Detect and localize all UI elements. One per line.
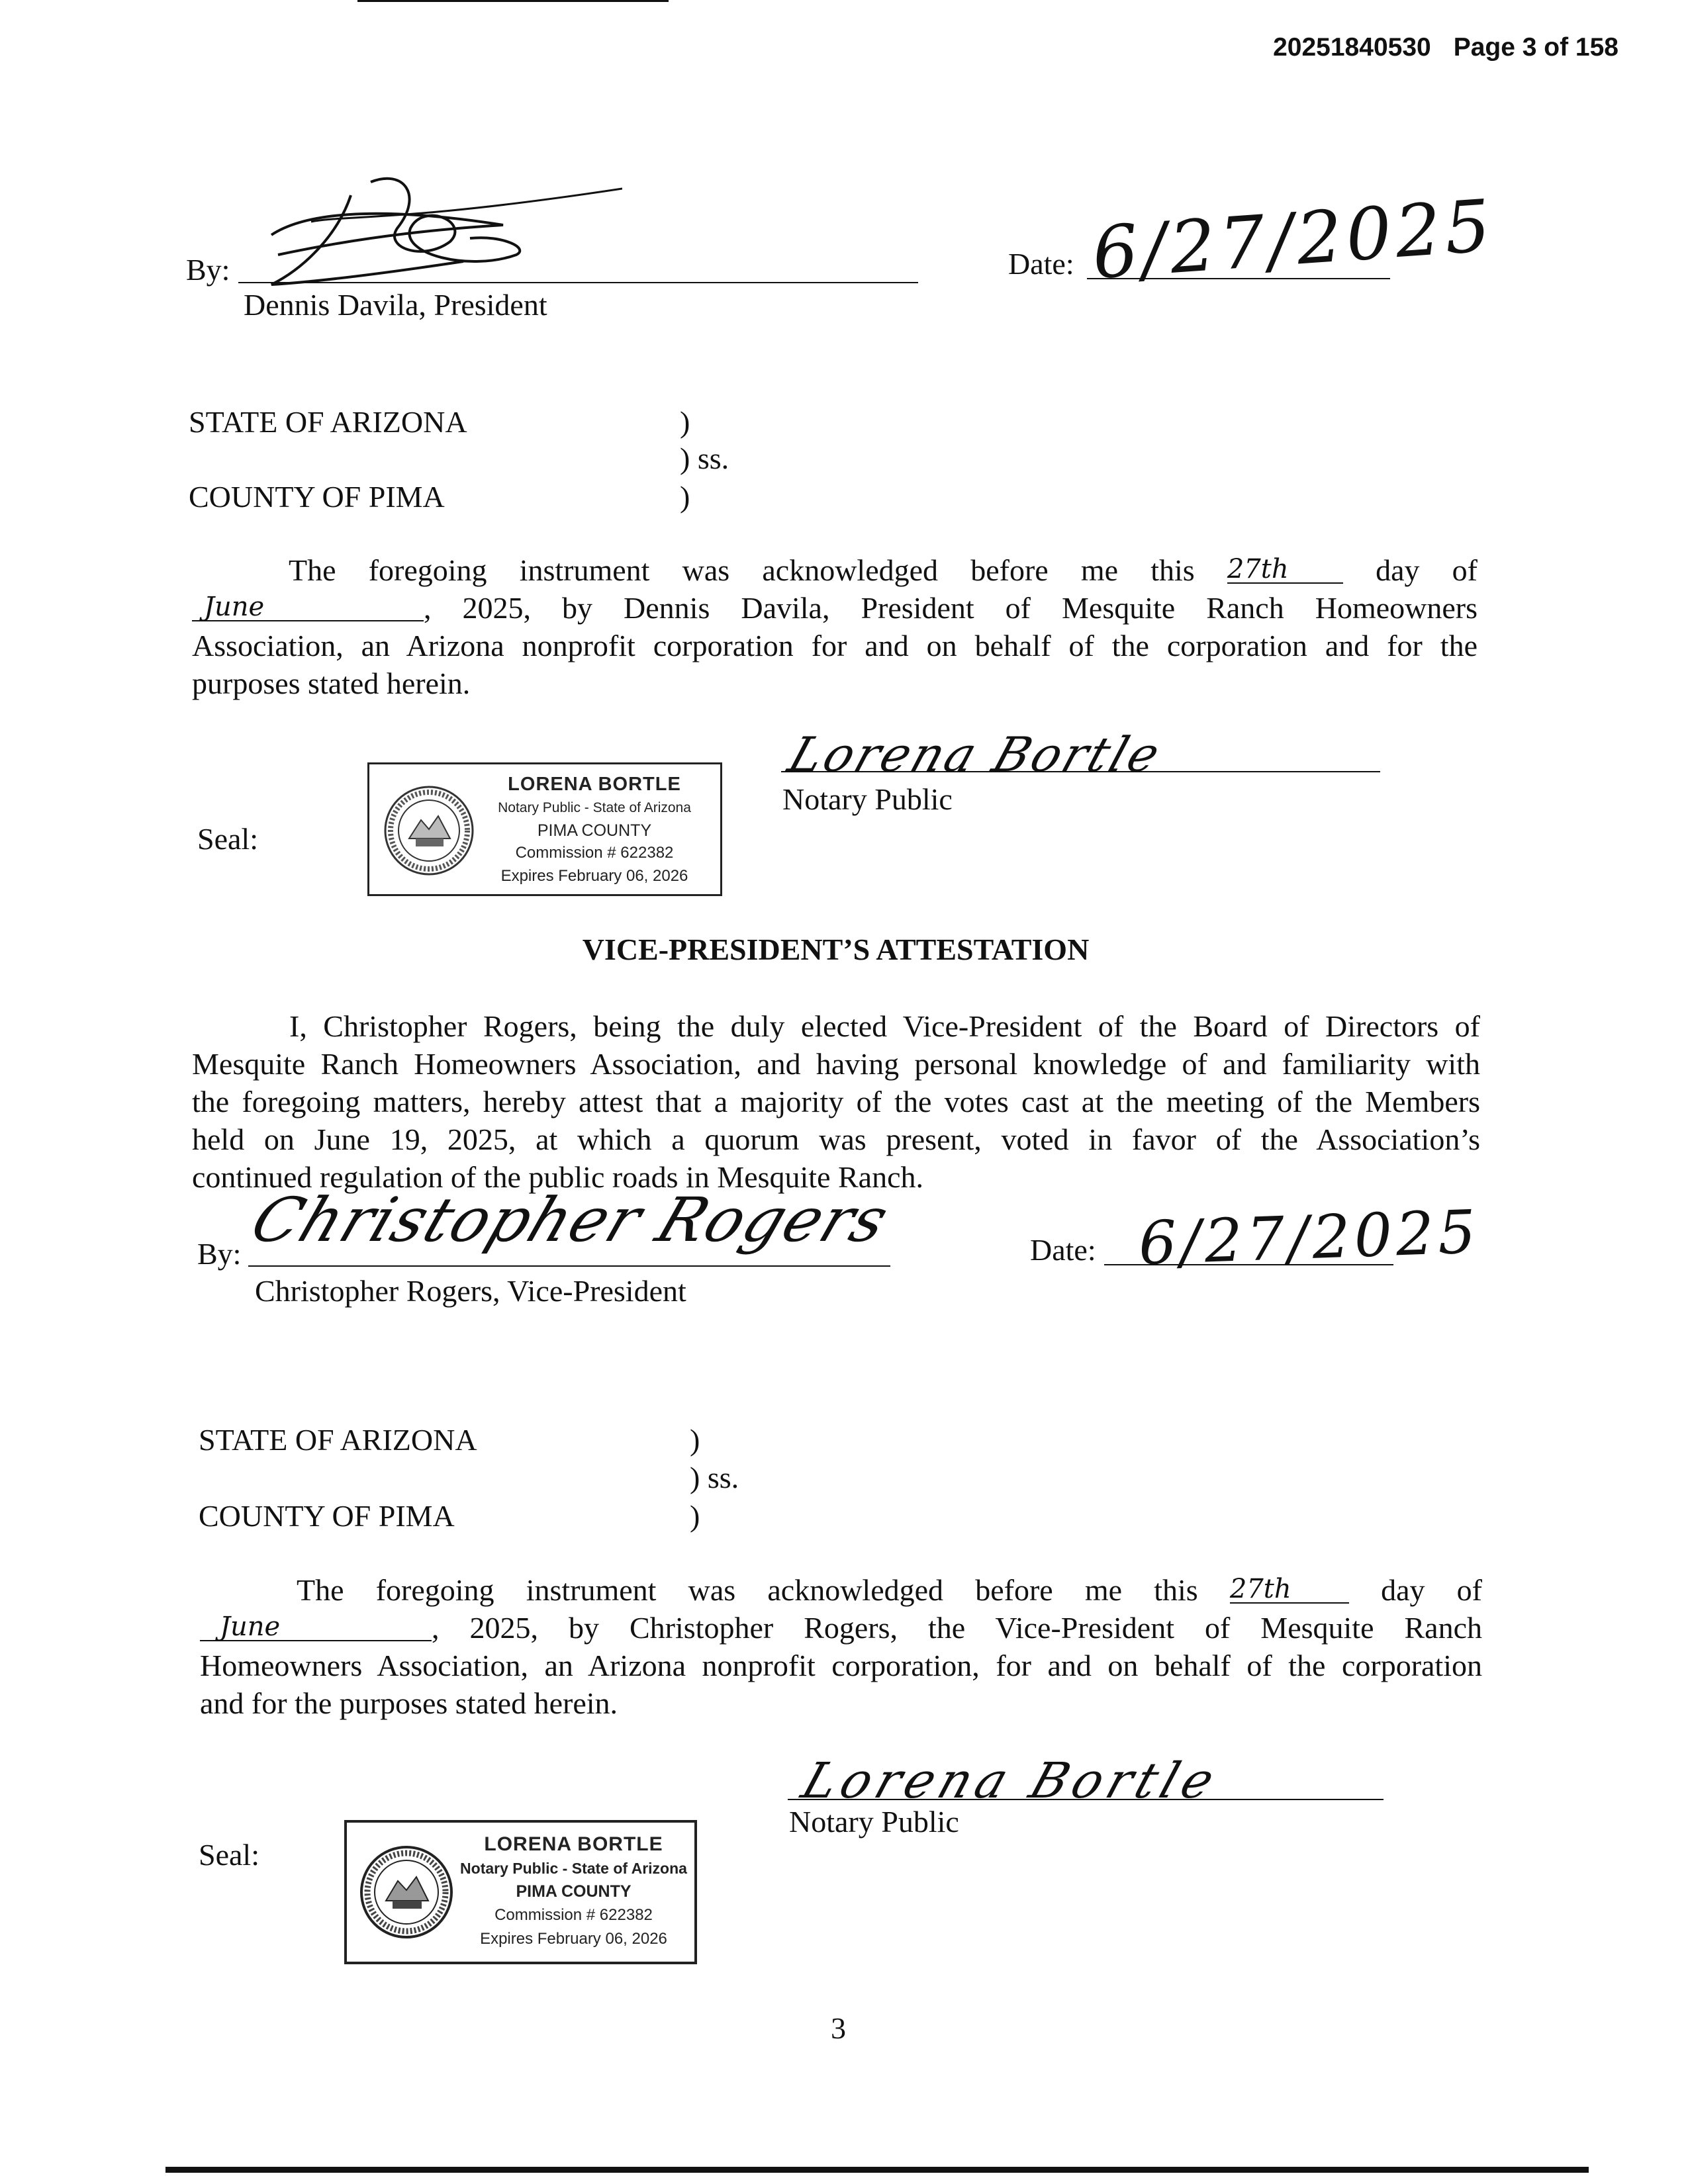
stamp-title-2: Notary Public - State of Arizona — [460, 1860, 687, 1877]
venue-paren-1c: ) — [680, 480, 690, 514]
stamp-name-1: LORENA BORTLE — [508, 774, 681, 795]
date-label-1: Date: — [1008, 247, 1074, 281]
acknowledgment-paragraph-1: The foregoing instrument was acknowledged before me this 27th day of June , 2025, by Dennis Davila, President of Mesquite Ranch Homeowners Association, an Arizona nonprofit corporation for and on behalf of the corporation and for the purposes stated herein. — [192, 553, 1477, 700]
notary-stamp-2 — [344, 1820, 697, 1964]
document-header — [1273, 33, 1618, 62]
notary-title-1: Notary Public — [782, 782, 953, 816]
scan-artifact-top-line — [357, 0, 669, 2]
venue-state-2: STATE OF ARIZONA — [199, 1423, 477, 1457]
arizona-state-seal-1 — [381, 783, 477, 879]
stamp-expiry-2: Expires February 06, 2026 — [480, 1930, 667, 1948]
stamp-name-2: LORENA BORTLE — [484, 1833, 663, 1855]
venue-paren-2c: ) — [690, 1499, 700, 1533]
ack-day-2: 27th — [1229, 1574, 1291, 1604]
date-label-2: Date: — [1030, 1233, 1096, 1267]
acknowledgment-paragraph-2: The foregoing instrument was acknowledged before me this 27th day of June , 2025, by Christopher Rogers, the Vice-President of Mesquite Ranch Homeowners Association, an Arizona nonprofit corporation, for and on behalf of the corporation and for the purposes stated herein. — [200, 1573, 1482, 1720]
stamp-county-1: PIMA COUNTY — [537, 821, 652, 840]
president-signature — [252, 156, 622, 295]
attestation-heading: VICE-PRESIDENT’S ATTESTATION — [582, 933, 1090, 966]
venue-state-1: STATE OF ARIZONA — [189, 405, 467, 439]
by-label-2: By: — [197, 1237, 242, 1271]
date-value-1: 6/27/2025 — [1090, 184, 1497, 296]
signature-line-2 — [248, 1265, 890, 1267]
scan-artifact-bottom-line — [165, 2167, 1589, 2173]
stamp-commission-2: Commission # 622382 — [494, 1906, 653, 1924]
seal-label-1: Seal: — [197, 822, 258, 856]
seal-label-2: Seal: — [199, 1838, 259, 1872]
venue-ss-2: ) ss. — [690, 1461, 739, 1494]
vice-president-signature: Christopher Rogers — [242, 1185, 900, 1255]
stamp-county-2: PIMA COUNTY — [516, 1882, 632, 1901]
arizona-state-seal-2 — [357, 1843, 456, 1942]
attestation-paragraph: I, Christopher Rogers, being the duly elected Vice-President of the Board of Directors of Mesquite Ranch Homeowners Association, and having personal knowledge of and familiarity with the foregoing matters, hereby attest that a majority of the votes cast at the meeting of the Members held on June 19, 2025, at which a quorum was present, voted in favor of the Association’s continued regulation of the public roads in Mesquite Ranch. — [192, 1009, 1480, 1194]
page-number: 3 — [831, 2011, 846, 2045]
ack-month-1: June — [204, 592, 265, 622]
ack-day-1: 27th — [1227, 554, 1289, 584]
recording-number: 20251840530 — [1273, 33, 1431, 62]
signer-name-1: Dennis Davila, President — [244, 288, 547, 322]
venue-county-2: COUNTY OF PIMA — [199, 1499, 455, 1533]
venue-paren-2a: ) — [690, 1423, 700, 1457]
stamp-expiry-1: Expires February 06, 2026 — [500, 867, 688, 885]
date-value-2: 6/27/2025 — [1137, 1197, 1481, 1279]
page-indicator: Page 3 of 158 — [1453, 33, 1618, 62]
notary-signature-1: Lorena Bortle — [782, 727, 1170, 782]
ack-month-2: June — [220, 1612, 281, 1642]
venue-ss-1: ) ss. — [680, 441, 729, 475]
stamp-title-1: Notary Public - State of Arizona — [498, 800, 691, 815]
venue-county-1: COUNTY OF PIMA — [189, 480, 445, 514]
notary-signature-2: Lorena Bortle — [795, 1752, 1227, 1809]
by-label-1: By: — [186, 253, 230, 287]
signer-name-2: Christopher Rogers, Vice-President — [255, 1274, 686, 1308]
stamp-commission-1: Commission # 622382 — [515, 844, 674, 862]
notary-stamp-1 — [367, 762, 722, 896]
venue-paren-1a: ) — [680, 405, 690, 439]
notary-title-2: Notary Public — [789, 1805, 959, 1839]
